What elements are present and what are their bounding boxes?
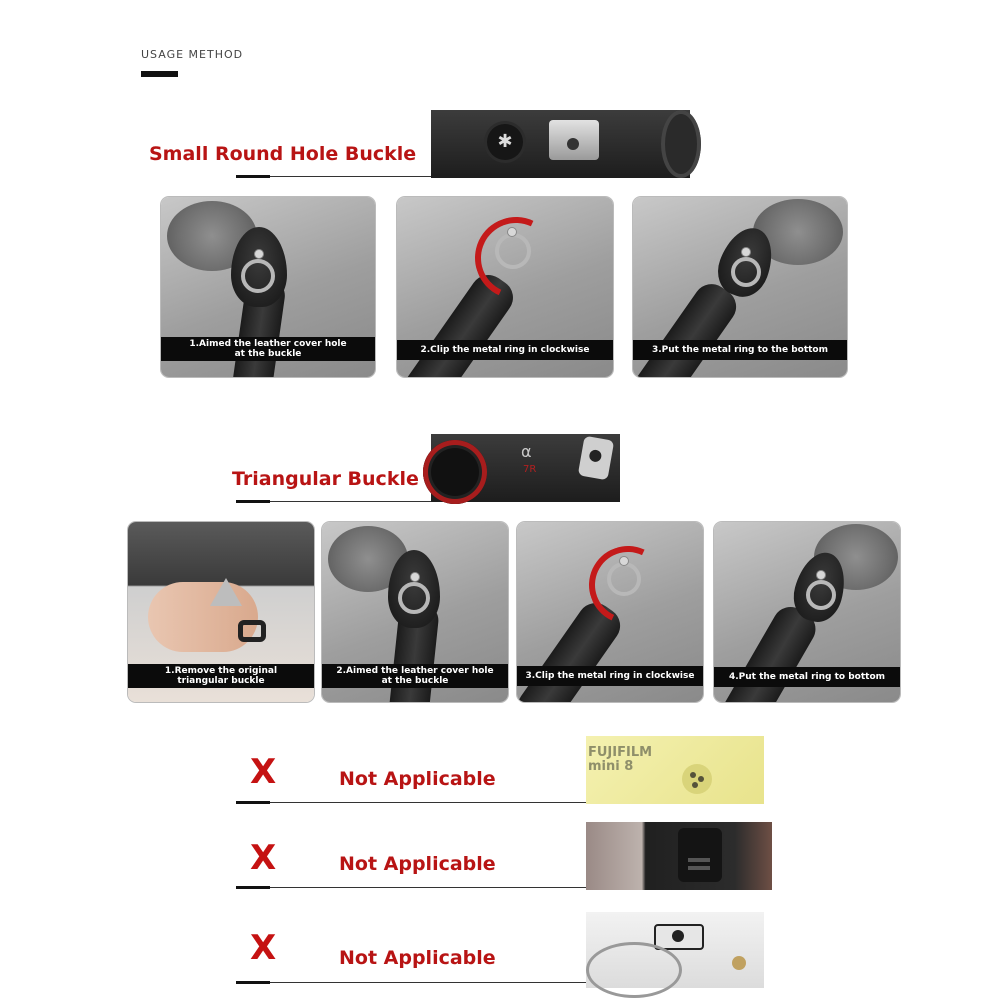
strap-lug xyxy=(578,436,614,481)
not-applicable-label: Not Applicable xyxy=(339,853,496,875)
x-mark-icon: X xyxy=(250,752,277,792)
step-caption: 2.Clip the metal ring in clockwise xyxy=(397,340,613,360)
row-line xyxy=(236,982,586,983)
usage-method-label: USAGE METHOD xyxy=(141,48,244,61)
step-caption: 2.Aimed the leather cover hole at the buckle xyxy=(322,664,508,688)
x-mark-icon: X xyxy=(250,928,277,968)
not-applicable-label: Not Applicable xyxy=(339,947,496,969)
camera-button xyxy=(487,124,523,160)
row-accent xyxy=(236,801,270,804)
x-mark-icon: X xyxy=(250,838,277,878)
section1-camera-image xyxy=(431,110,690,178)
section-title-small-round-hole: Small Round Hole Buckle xyxy=(149,143,417,165)
row-accent xyxy=(236,886,270,889)
row-line xyxy=(236,887,586,888)
step-photo-aim xyxy=(322,522,508,702)
camera-side-image xyxy=(586,822,772,890)
row-line xyxy=(236,802,586,803)
step-photo-remove xyxy=(128,522,314,702)
section1-title-accent xyxy=(236,175,270,178)
header-underline xyxy=(141,71,178,77)
strap-lug xyxy=(549,120,599,160)
step-caption: 1.Aimed the leather cover hole at the buckle xyxy=(161,337,375,361)
section2-title-accent xyxy=(236,500,270,503)
clip-icon xyxy=(238,620,266,642)
step-caption: 3.Put the metal ring to the bottom xyxy=(633,340,847,360)
camera-brand-text: FUJIFILM mini 8 xyxy=(588,745,653,774)
triangular-buckle-icon xyxy=(210,578,242,606)
step-photo-3 xyxy=(633,197,847,377)
step-photo-2 xyxy=(397,197,613,377)
camera-dial xyxy=(661,110,701,178)
step-photo-clip xyxy=(517,522,703,702)
camera-lens xyxy=(423,440,487,504)
row-accent xyxy=(236,981,270,984)
step-photo-1 xyxy=(161,197,375,377)
camera-brand-text: α xyxy=(521,442,532,461)
camera-model-text: 7R xyxy=(523,464,537,475)
section2-camera-image xyxy=(431,434,620,502)
white-camera-image xyxy=(586,912,764,988)
step-caption: 3.Clip the metal ring in clockwise xyxy=(517,666,703,686)
fujifilm-mini8-image xyxy=(586,736,764,804)
asterisk-icon: ✱ xyxy=(497,131,513,152)
step-caption: 4.Put the metal ring to bottom xyxy=(714,667,900,687)
step-caption: 1.Remove the original triangular buckle xyxy=(128,664,314,688)
not-applicable-label: Not Applicable xyxy=(339,768,496,790)
step-photo-bottom xyxy=(714,522,900,702)
section-title-triangular-buckle: Triangular Buckle xyxy=(232,468,419,490)
